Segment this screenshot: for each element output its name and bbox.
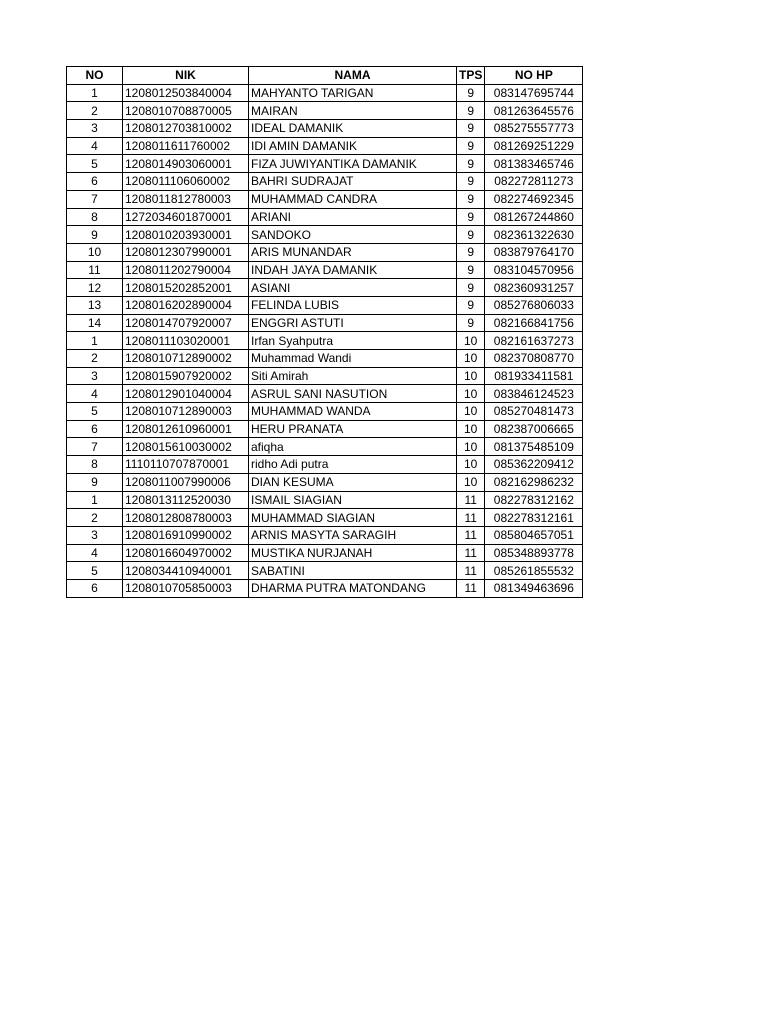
cell-tps: 9: [457, 296, 485, 314]
cell-nama: MUHAMMAD WANDA: [249, 403, 457, 421]
table-row: [67, 279, 583, 297]
cell-nik: 1208016202890004: [123, 296, 249, 314]
cell-tps: 11: [457, 544, 485, 562]
table-row: [67, 208, 583, 226]
cell-nik: 1208012808780003: [123, 509, 249, 527]
cell-no: 5: [67, 155, 123, 173]
cell-tps: 9: [457, 279, 485, 297]
table-row: [67, 367, 583, 385]
cell-tps: 10: [457, 367, 485, 385]
cell-no: 2: [67, 509, 123, 527]
cell-no: 12: [67, 279, 123, 297]
cell-no-hp: 081267244860: [485, 208, 583, 226]
cell-no: 6: [67, 579, 123, 597]
cell-no: 8: [67, 208, 123, 226]
header-row: [67, 67, 583, 85]
cell-no-hp: 082278312162: [485, 491, 583, 509]
cell-tps: 10: [457, 420, 485, 438]
table-row: [67, 84, 583, 102]
cell-no-hp: 082162986232: [485, 473, 583, 491]
cell-no-hp: 081349463696: [485, 579, 583, 597]
header-nik: NIK: [123, 67, 249, 85]
cell-nama: INDAH JAYA DAMANIK: [249, 261, 457, 279]
table-row: [67, 120, 583, 138]
cell-no: 4: [67, 544, 123, 562]
cell-nama: ISMAIL SIAGIAN: [249, 491, 457, 509]
cell-nik: 1208011611760002: [123, 137, 249, 155]
cell-nik: 1208014903060001: [123, 155, 249, 173]
header-no-hp: NO HP: [485, 67, 583, 85]
cell-no-hp: 085270481473: [485, 403, 583, 421]
cell-nik: 1208034410940001: [123, 562, 249, 580]
cell-nik: 1110110707870001: [123, 456, 249, 474]
cell-nama: DIAN KESUMA: [249, 473, 457, 491]
cell-no: 6: [67, 173, 123, 191]
cell-tps: 10: [457, 473, 485, 491]
cell-tps: 9: [457, 261, 485, 279]
cell-tps: 11: [457, 562, 485, 580]
cell-nik: 1208012703810002: [123, 120, 249, 138]
cell-nik: 1208013112520030: [123, 491, 249, 509]
cell-nik: 1208015907920002: [123, 367, 249, 385]
cell-nik: 1208012307990001: [123, 243, 249, 261]
cell-nama: ARIANI: [249, 208, 457, 226]
cell-nik: 1208010708870005: [123, 102, 249, 120]
cell-nik: 1208011007990006: [123, 473, 249, 491]
cell-nama: MUHAMMAD SIAGIAN: [249, 509, 457, 527]
table-row: [67, 296, 583, 314]
cell-no: 1: [67, 491, 123, 509]
cell-nama: ASIANI: [249, 279, 457, 297]
cell-tps: 10: [457, 403, 485, 421]
table-row: [67, 526, 583, 544]
table-row: [67, 438, 583, 456]
cell-nama: ARIS MUNANDAR: [249, 243, 457, 261]
cell-nik: 1208011202790004: [123, 261, 249, 279]
header-nama: NAMA: [249, 67, 457, 85]
cell-tps: 9: [457, 173, 485, 191]
cell-tps: 9: [457, 137, 485, 155]
header-no: NO: [67, 67, 123, 85]
cell-nama: FIZA JUWIYANTIKA DAMANIK: [249, 155, 457, 173]
cell-nama: SABATINI: [249, 562, 457, 580]
cell-no: 13: [67, 296, 123, 314]
cell-nama: ASRUL SANI NASUTION: [249, 385, 457, 403]
cell-nama: Muhammad Wandi: [249, 350, 457, 368]
cell-nik: 1208012901040004: [123, 385, 249, 403]
cell-nama: DHARMA PUTRA MATONDANG: [249, 579, 457, 597]
cell-nama: Irfan Syahputra: [249, 332, 457, 350]
cell-tps: 9: [457, 314, 485, 332]
cell-tps: 9: [457, 208, 485, 226]
cell-no: 4: [67, 385, 123, 403]
cell-no-hp: 083879764170: [485, 243, 583, 261]
table-row: [67, 350, 583, 368]
cell-nama: IDI AMIN DAMANIK: [249, 137, 457, 155]
cell-tps: 10: [457, 438, 485, 456]
cell-no: 3: [67, 120, 123, 138]
cell-no: 14: [67, 314, 123, 332]
cell-nama: BAHRI SUDRAJAT: [249, 173, 457, 191]
cell-nama: MAHYANTO TARIGAN: [249, 84, 457, 102]
cell-nik: 1208016910990002: [123, 526, 249, 544]
cell-no: 3: [67, 526, 123, 544]
table-row: [67, 102, 583, 120]
cell-no-hp: 082274692345: [485, 190, 583, 208]
cell-nama: IDEAL DAMANIK: [249, 120, 457, 138]
cell-no-hp: 082361322630: [485, 226, 583, 244]
cell-tps: 11: [457, 526, 485, 544]
cell-tps: 10: [457, 350, 485, 368]
cell-nik: 1208016604970002: [123, 544, 249, 562]
cell-nik: 1208014707920007: [123, 314, 249, 332]
cell-no-hp: 082360931257: [485, 279, 583, 297]
table-row: [67, 332, 583, 350]
table-row: [67, 173, 583, 191]
cell-no-hp: 082166841756: [485, 314, 583, 332]
cell-no: 7: [67, 438, 123, 456]
table-row: [67, 243, 583, 261]
cell-nik: 1208010712890002: [123, 350, 249, 368]
cell-no-hp: 085276806033: [485, 296, 583, 314]
cell-tps: 9: [457, 102, 485, 120]
cell-no-hp: 083104570956: [485, 261, 583, 279]
table-row: [67, 509, 583, 527]
cell-no: 8: [67, 456, 123, 474]
voter-table: [66, 66, 583, 598]
table-row: [67, 137, 583, 155]
cell-tps: 11: [457, 491, 485, 509]
table-row: [67, 314, 583, 332]
table-row: [67, 226, 583, 244]
cell-no-hp: 081933411581: [485, 367, 583, 385]
table-row: [67, 261, 583, 279]
cell-nama: MAIRAN: [249, 102, 457, 120]
cell-nik: 1208010712890003: [123, 403, 249, 421]
cell-nik: 1208015202852001: [123, 279, 249, 297]
cell-nama: MUHAMMAD CANDRA: [249, 190, 457, 208]
cell-no-hp: 085261855532: [485, 562, 583, 580]
cell-nik: 1208010705850003: [123, 579, 249, 597]
cell-nama: ENGGRI ASTUTI: [249, 314, 457, 332]
cell-no: 9: [67, 226, 123, 244]
cell-tps: 11: [457, 509, 485, 527]
cell-nama: ridho Adi putra: [249, 456, 457, 474]
cell-tps: 10: [457, 332, 485, 350]
cell-no-hp: 083147695744: [485, 84, 583, 102]
cell-no: 9: [67, 473, 123, 491]
cell-nik: 1208012503840004: [123, 84, 249, 102]
cell-nama: afiqha: [249, 438, 457, 456]
cell-no-hp: 085804657051: [485, 526, 583, 544]
cell-no: 5: [67, 562, 123, 580]
table-row: [67, 491, 583, 509]
table-row: [67, 544, 583, 562]
cell-no-hp: 085275557773: [485, 120, 583, 138]
cell-no: 1: [67, 84, 123, 102]
cell-no: 5: [67, 403, 123, 421]
cell-no-hp: 081263645576: [485, 102, 583, 120]
header-tps: TPS: [457, 67, 485, 85]
table-row: [67, 456, 583, 474]
cell-nama: ARNIS MASYTA SARAGIH: [249, 526, 457, 544]
table-row: [67, 420, 583, 438]
cell-no-hp: 082272811273: [485, 173, 583, 191]
cell-no-hp: 081383465746: [485, 155, 583, 173]
cell-nama: SANDOKO: [249, 226, 457, 244]
table-row: [67, 403, 583, 421]
table-row: [67, 385, 583, 403]
table-row: [67, 190, 583, 208]
cell-tps: 9: [457, 155, 485, 173]
cell-nik: 1208012610960001: [123, 420, 249, 438]
cell-tps: 10: [457, 456, 485, 474]
cell-no-hp: 082387006665: [485, 420, 583, 438]
cell-nik: 1208011106060002: [123, 173, 249, 191]
cell-no-hp: 085362209412: [485, 456, 583, 474]
cell-tps: 9: [457, 120, 485, 138]
cell-tps: 9: [457, 84, 485, 102]
table-row: [67, 473, 583, 491]
cell-no: 3: [67, 367, 123, 385]
cell-tps: 9: [457, 226, 485, 244]
cell-no-hp: 085348893778: [485, 544, 583, 562]
cell-no-hp: 081269251229: [485, 137, 583, 155]
cell-tps: 9: [457, 190, 485, 208]
cell-nik: 1208015610030002: [123, 438, 249, 456]
cell-nik: 1208011812780003: [123, 190, 249, 208]
cell-nama: HERU PRANATA: [249, 420, 457, 438]
cell-no-hp: 082370808770: [485, 350, 583, 368]
cell-no: 2: [67, 350, 123, 368]
cell-no: 11: [67, 261, 123, 279]
cell-no-hp: 083846124523: [485, 385, 583, 403]
cell-nik: 1208011103020001: [123, 332, 249, 350]
cell-tps: 10: [457, 385, 485, 403]
cell-nama: FELINDA LUBIS: [249, 296, 457, 314]
table-row: [67, 562, 583, 580]
cell-no: 10: [67, 243, 123, 261]
cell-no-hp: 081375485109: [485, 438, 583, 456]
cell-tps: 9: [457, 243, 485, 261]
cell-no-hp: 082278312161: [485, 509, 583, 527]
cell-nama: Siti Amirah: [249, 367, 457, 385]
cell-no: 6: [67, 420, 123, 438]
cell-tps: 11: [457, 579, 485, 597]
cell-nama: MUSTIKA NURJANAH: [249, 544, 457, 562]
table-row: [67, 155, 583, 173]
table-row: [67, 579, 583, 597]
cell-no: 1: [67, 332, 123, 350]
table-body: [67, 84, 583, 597]
cell-no-hp: 082161637273: [485, 332, 583, 350]
cell-nik: 1272034601870001: [123, 208, 249, 226]
cell-no: 4: [67, 137, 123, 155]
cell-no: 2: [67, 102, 123, 120]
cell-no: 7: [67, 190, 123, 208]
cell-nik: 1208010203930001: [123, 226, 249, 244]
